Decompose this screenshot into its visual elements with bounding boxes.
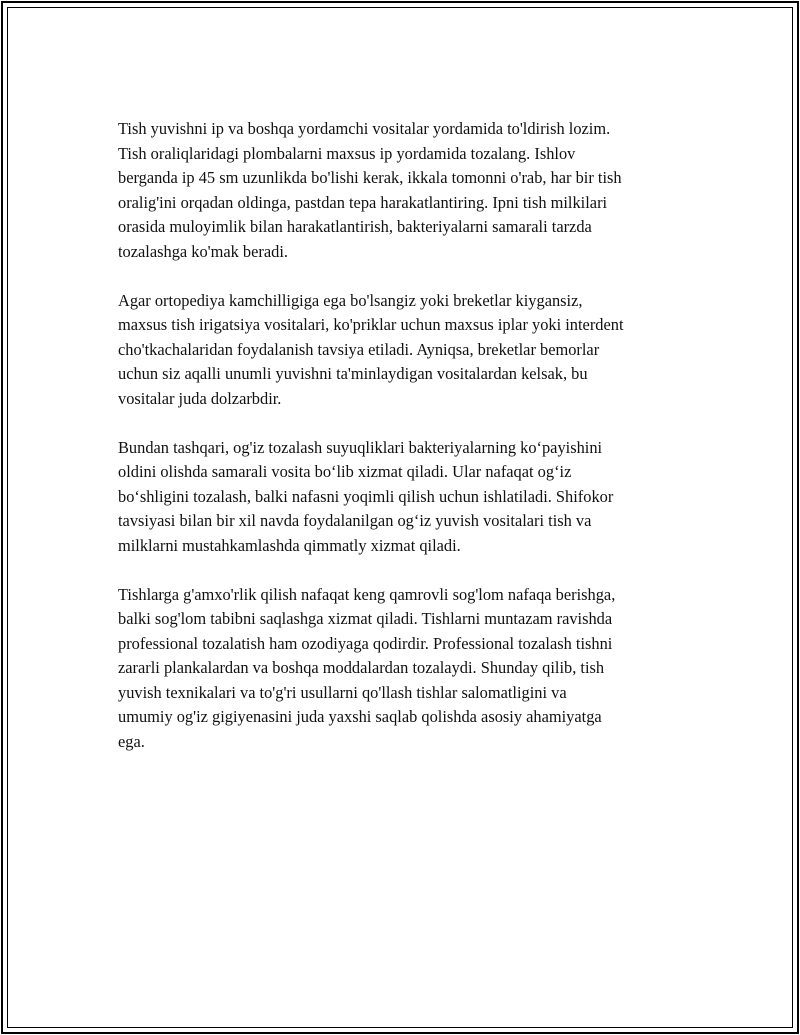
paragraph-mouthwash: Bundan tashqari, og'iz tozalash suyuqliklari bakteriyalarning ko‘payishini oldini olishda samarali vosita bo‘lib xizmat qiladi. Ular nafaqat og‘iz bo‘shligini tozalash, balki nafasni yoqimli qilish uchun ishlatiladi. Shifokor tavsiyasi bilan bir xil navda foydalanilgan og‘iz yuvish vositalari tish va milklarni mustahkamlashda qimmatly xizmat qiladi.: [118, 437, 614, 555]
paragraph-orthodontic-tools: Agar ortopediya kamchilligiga ega bo'lsangiz yoki breketlar kiygansiz, maxsus tish irigatsiya vositalari, ko'priklar uchun maxsus iplar yoki interdent cho'tkachalaridan foydalanish tavsiya etiladi. Ayniqsa, breketlar bemorlar uchun siz aqalli unumli yuvishni ta'minlaydigan vositalardan kelsak, bu vositalar juda dolzarbdir.: [118, 290, 624, 408]
paragraph-flossing: Tish yuvishni ip va boshqa yordamchi vositalar yordamida to'ldirish lozim. Tish oraliqlaridagi plombalarni maxsus ip yordamida tozalang. Ishlov berganda ip 45 sm uzunlikda bo'lishi kerak, ikkala tomonni o'rab, har bir tish oralig'ini orqadan oldinga, pastdan tepa harakatlantiring. Ipni tish milkilari orasida muloyimlik bilan harakatlantirish, bakteriyalarni samarali tarzda tozalashga ko'mak beradi.: [118, 119, 622, 261]
paragraph-dental-care: Tishlarga g'amxo'rlik qilish nafaqat keng qamrovli sog'lom nafaqa berishga, balki sog'lom tabibni saqlashga xizmat qiladi. Tishlarni muntazam ravishda professional tozalatish ham ozodiyaga qodirdir. Professional tozalash tishni zararli plankalardan va boshqa moddalardan tozalaydi. Shunday qilib, tish yuvish texnikalari va to'g'ri usullarni qo'llash tishlar salomatligini va umumiy og'iz gigiyenasini juda yaxshi saqlab qolishda asosiy ahamiyatga ega.: [118, 584, 616, 751]
document-body: [118, 117, 698, 754]
